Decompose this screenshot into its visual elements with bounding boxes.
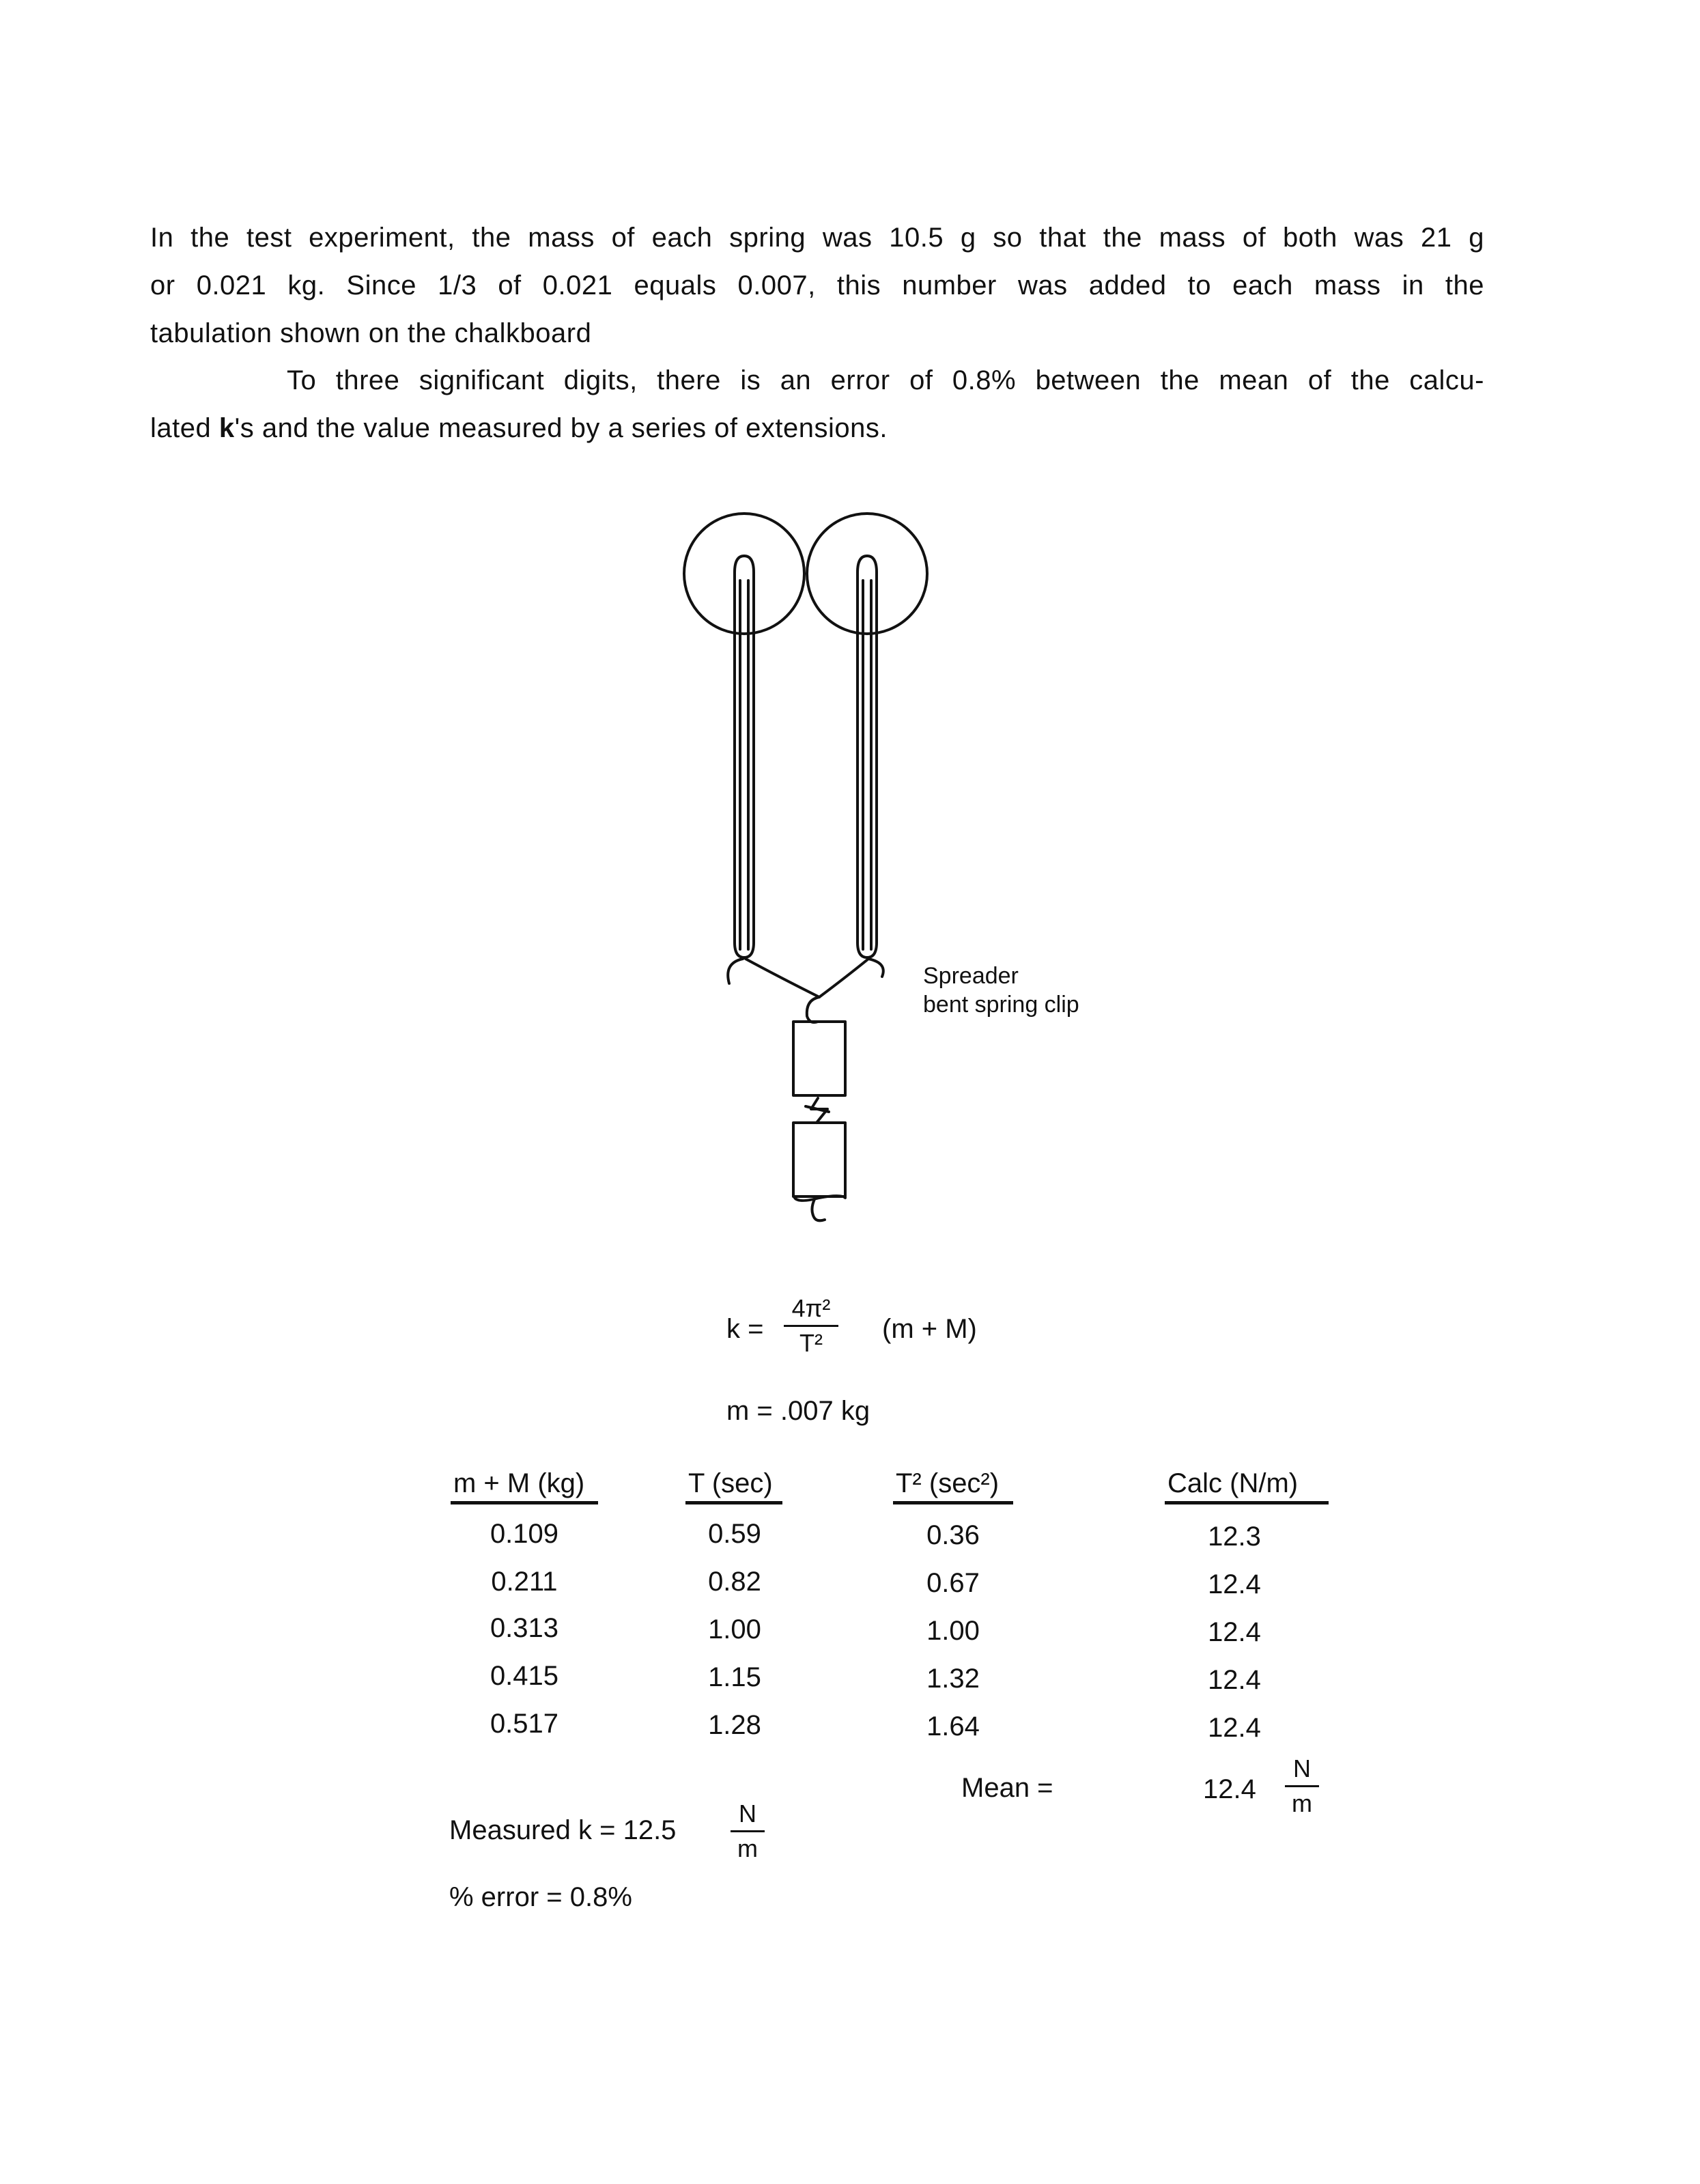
table-cell: 0.415 [490,1661,559,1691]
measured-unit-denominator: m [737,1834,758,1862]
formula-fraction [784,1295,838,1357]
bottom-hook [795,1196,845,1220]
formula-m-value: m = .007 kg [726,1396,870,1426]
measured-unit-numerator: N [739,1800,756,1828]
header-mass-underline [451,1501,598,1504]
table-cell: 12.3 [1208,1522,1261,1552]
spreader-wire [728,959,883,997]
formula-numerator: 4π² [791,1294,831,1322]
header-period: T (sec) [688,1468,773,1498]
paragraph-2-line-1: To three significant digits, there is an error of 0.8% between the mean of the calcu- [287,365,1484,395]
table-cell: 0.517 [490,1709,559,1739]
upper-mass [793,1022,845,1095]
table-cell: 1.28 [708,1710,761,1740]
header-calc: Calc (N/m) [1167,1468,1299,1498]
paragraph-2 [150,356,1484,452]
mean-unit-numerator: N [1293,1754,1311,1782]
table-cell: 1.00 [708,1614,761,1644]
header-mass: m + M (kg) [453,1468,585,1498]
mean-unit-bar [1285,1785,1319,1787]
table-cell: 1.64 [926,1711,980,1741]
table-cell: 0.313 [490,1613,559,1643]
formula-fraction-bar [784,1325,838,1327]
measured-unit-bar [731,1830,765,1832]
measured-unit [731,1800,765,1862]
mean-unit-denominator: m [1292,1789,1312,1817]
formula-denominator: T² [799,1329,823,1357]
table-cell: 0.109 [490,1519,559,1549]
left-pulley [684,514,804,634]
table-cell: 0.36 [926,1520,980,1550]
table-cell: 12.4 [1208,1617,1261,1647]
table-cell: 0.59 [708,1519,761,1549]
spring-apparatus-diagram [683,505,1120,1229]
mean-label: Mean = [961,1773,1053,1803]
header-calc-underline [1165,1501,1329,1504]
spreader-label [923,962,1079,1019]
percent-error: % error = 0.8% [449,1882,632,1912]
mass-connector [806,1098,829,1123]
lower-mass [793,1123,845,1196]
header-period-squared-underline [893,1501,1013,1504]
mean-value: 12.4 [1203,1774,1256,1804]
table-cell: 1.00 [926,1616,980,1646]
formula-factor: (m + M) [882,1314,977,1344]
paragraph-1 [150,214,1484,357]
table-cell: 12.4 [1208,1713,1261,1743]
table-cell: 1.15 [708,1662,761,1692]
paragraph-1-line-3: tabulation shown on the chalkboard [150,318,592,348]
spreader-label-line-1: Spreader [923,963,1019,989]
left-spring [735,556,754,957]
paragraph-2-line-2: lated k's and the value measured by a series of extensions. [150,413,888,443]
table-cell: 12.4 [1208,1569,1261,1599]
table-cell: 1.32 [926,1664,980,1694]
mean-unit [1285,1755,1319,1817]
table-cell: 0.67 [926,1568,980,1598]
right-spring [858,556,877,957]
measured-k: Measured k = 12.5 [449,1815,677,1845]
table-cell: 0.82 [708,1567,761,1597]
paragraph-1-line-2: or 0.021 kg. Since 1/3 of 0.021 equals 0.007, this number was added to each mass in the [150,270,1484,300]
spreader-label-line-2: bent spring clip [923,992,1079,1018]
header-period-squared: T² (sec²) [896,1468,1000,1498]
table-cell: 0.211 [491,1567,558,1597]
right-pulley [807,514,927,634]
header-period-underline [685,1501,782,1504]
paragraph-1-line-1: In the test experiment, the mass of each spring was 10.5 g so that the mass of both was 21 g [150,223,1484,253]
formula-k-equals: k = [726,1314,764,1344]
table-cell: 12.4 [1208,1665,1261,1695]
